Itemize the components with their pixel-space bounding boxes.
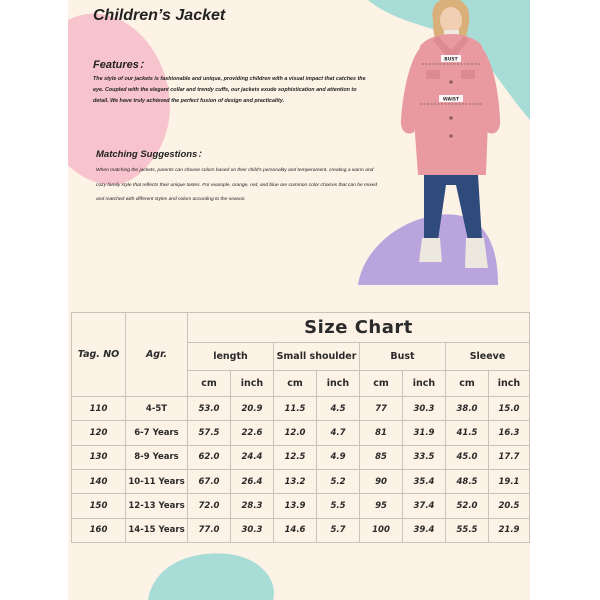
measurement-cell: 12.0 <box>274 421 317 445</box>
measurement-cell: 85 <box>360 445 403 469</box>
measurement-cell: 67.0 <box>188 470 231 494</box>
measurement-cell: 26.4 <box>231 470 274 494</box>
measurement-cell: 14.6 <box>274 518 317 542</box>
age-cell: 14-15 Years <box>126 518 188 542</box>
age-cell: 12-13 Years <box>126 494 188 518</box>
measurement-cell: 17.7 <box>489 445 530 469</box>
age-cell: 10-11 Years <box>126 470 188 494</box>
size-chart-table <box>71 312 530 543</box>
measurement-cell: 20.5 <box>489 494 530 518</box>
measurement-cell: 33.5 <box>403 445 446 469</box>
measurement-cell: 28.3 <box>231 494 274 518</box>
measurement-cell: 22.6 <box>231 421 274 445</box>
measurement-cell: 24.4 <box>231 445 274 469</box>
measurement-cell: 4.7 <box>317 421 360 445</box>
age-cell: 6-7 Years <box>126 421 188 445</box>
features-heading: Features： <box>93 59 150 71</box>
unit-cm: cm <box>360 370 403 396</box>
size-chart-rows <box>72 397 530 543</box>
table-row <box>72 397 530 421</box>
measurement-cell: 12.5 <box>274 445 317 469</box>
child-model-image <box>68 0 530 292</box>
tag-cell: 150 <box>72 494 126 518</box>
tag-cell: 160 <box>72 518 126 542</box>
table-row <box>72 494 530 518</box>
measurement-cell: 48.5 <box>446 470 489 494</box>
measurement-cell: 53.0 <box>188 397 231 421</box>
measurement-cell: 30.3 <box>231 518 274 542</box>
page-title: Children’s Jacket <box>93 7 226 24</box>
measurement-cell: 16.3 <box>489 421 530 445</box>
measurement-cell: 37.4 <box>403 494 446 518</box>
unit-inch: inch <box>403 370 446 396</box>
measurement-cell: 77.0 <box>188 518 231 542</box>
tag-cell: 140 <box>72 470 126 494</box>
unit-cm: cm <box>446 370 489 396</box>
measurement-cell: 45.0 <box>446 445 489 469</box>
measurement-cell: 5.5 <box>317 494 360 518</box>
unit-inch: inch <box>317 370 360 396</box>
size-chart-panel <box>68 292 530 600</box>
measurement-cell: 11.5 <box>274 397 317 421</box>
age-cell: 4-5T <box>126 397 188 421</box>
measurement-cell: 31.9 <box>403 421 446 445</box>
tag-cell: 110 <box>72 397 126 421</box>
table-row <box>72 518 530 542</box>
measurement-cell: 90 <box>360 470 403 494</box>
bust-label: BUST <box>444 57 458 63</box>
measurement-cell: 13.2 <box>274 470 317 494</box>
measurement-cell: 81 <box>360 421 403 445</box>
shoulder-header: Small shoulder <box>274 343 360 370</box>
measurement-cell: 38.0 <box>446 397 489 421</box>
measurement-cell: 52.0 <box>446 494 489 518</box>
age-header: Agr. <box>126 313 188 397</box>
unit-inch: inch <box>489 370 530 396</box>
length-header: length <box>188 343 274 370</box>
measurement-cell: 62.0 <box>188 445 231 469</box>
sleeve-header: Sleeve <box>446 343 530 370</box>
measurement-cell: 4.9 <box>317 445 360 469</box>
measurement-cell: 72.0 <box>188 494 231 518</box>
measurement-cell: 55.5 <box>446 518 489 542</box>
measurement-cell: 21.9 <box>489 518 530 542</box>
description-panel <box>68 0 530 292</box>
waist-label: WAIST <box>442 97 460 103</box>
unit-cm: cm <box>274 370 317 396</box>
measurement-cell: 19.1 <box>489 470 530 494</box>
measurement-cell: 30.3 <box>403 397 446 421</box>
matching-text: When matching the jackets, parents can choose colors based on their child's personality and temperament, creating a warm and cozy family style that reflects their unique tastes. For example, orange, red, and blue are common color choices that can be mixed and matched with different styles and colors according to the season. <box>96 168 378 203</box>
features-text: The style of our jackets is fashionable and unique, providing children with a visual impact that catches the eye. Coupled with the elegant collar and trendy cuffs, our jackets exude sophistication and attention to detail. We have truly achieved the perfect fusion of design and practicality. <box>93 76 366 104</box>
measurement-cell: 41.5 <box>446 421 489 445</box>
measurement-cell: 5.2 <box>317 470 360 494</box>
measurement-cell: 39.4 <box>403 518 446 542</box>
measurement-cell: 4.5 <box>317 397 360 421</box>
measurement-cell: 100 <box>360 518 403 542</box>
age-cell: 8-9 Years <box>126 445 188 469</box>
measurement-cell: 35.4 <box>403 470 446 494</box>
measurement-cell: 57.5 <box>188 421 231 445</box>
measurement-cell: 95 <box>360 494 403 518</box>
measurement-cell: 13.9 <box>274 494 317 518</box>
unit-inch: inch <box>231 370 274 396</box>
tag-no-header: Tag. NO <box>72 313 126 397</box>
measurement-cell: 20.9 <box>231 397 274 421</box>
size-chart-title: Size Chart <box>188 313 530 343</box>
table-row <box>72 445 530 469</box>
table-row <box>72 421 530 445</box>
unit-cm: cm <box>188 370 231 396</box>
table-row <box>72 470 530 494</box>
measurement-cell: 15.0 <box>489 397 530 421</box>
measurement-cell: 5.7 <box>317 518 360 542</box>
bust-header: Bust <box>360 343 446 370</box>
tag-cell: 130 <box>72 445 126 469</box>
matching-heading: Matching Suggestions： <box>96 149 207 160</box>
measurement-cell: 77 <box>360 397 403 421</box>
tag-cell: 120 <box>72 421 126 445</box>
